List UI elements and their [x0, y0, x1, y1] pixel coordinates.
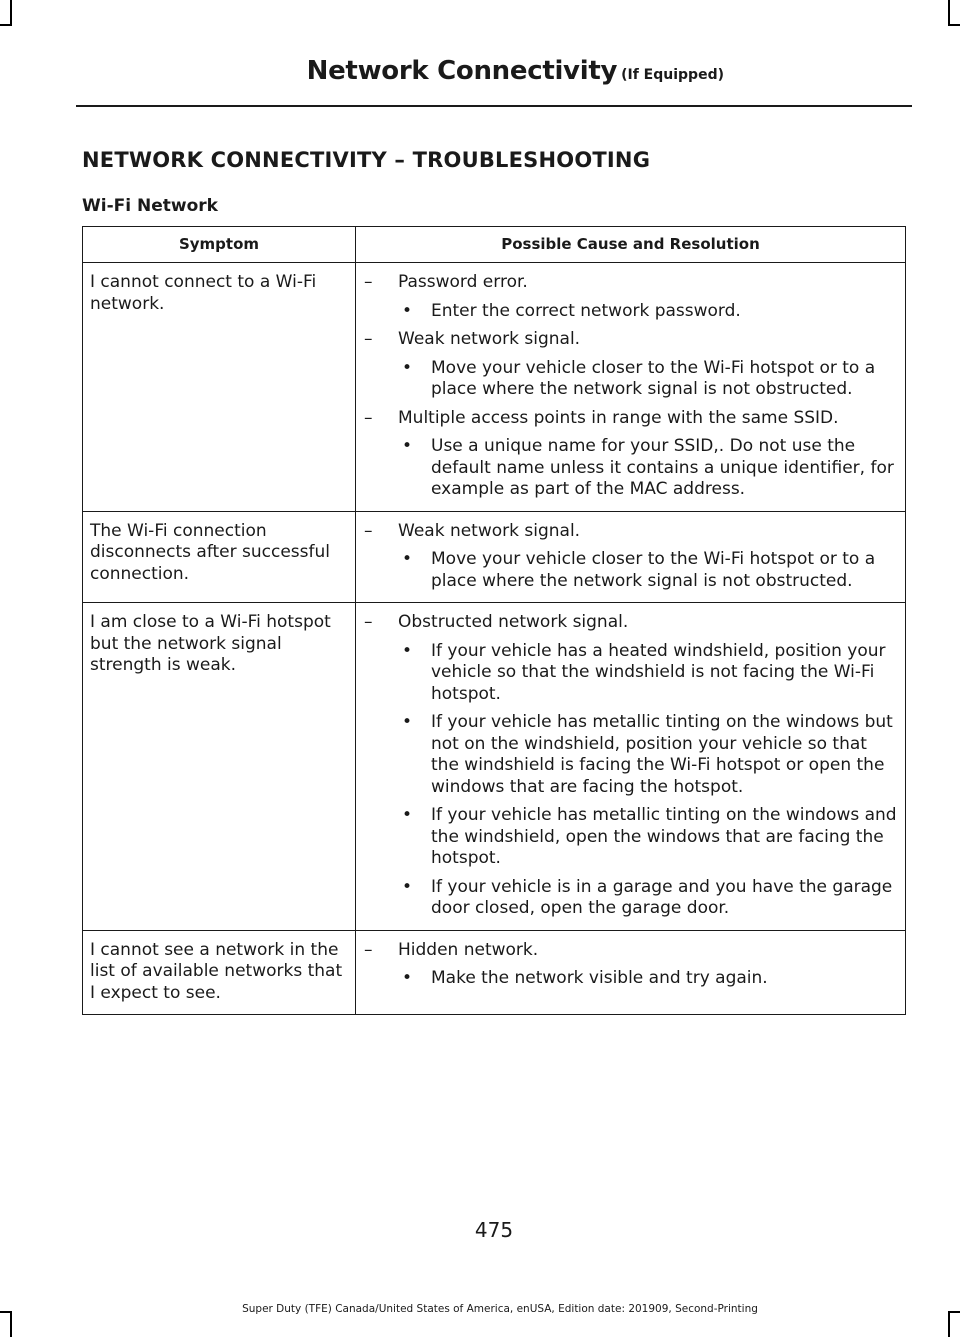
fix-text: If your vehicle has a heated windshield, position your vehicle so that the windshield is not facing the Wi-Fi hotspot. — [431, 640, 886, 704]
dash-marker: – — [364, 520, 373, 541]
bullet-marker: • — [402, 805, 413, 825]
table-row — [83, 930, 906, 1015]
header-rule — [76, 105, 912, 107]
fix-item — [364, 358, 899, 401]
dash-marker: – — [364, 329, 373, 349]
fix-item — [364, 712, 899, 798]
symptom-cell: I cannot connect to a Wi-Fi network. — [83, 263, 356, 512]
cause-item — [364, 408, 899, 430]
cause-item — [364, 940, 899, 962]
resolution-cell — [356, 263, 906, 512]
table-header-row — [83, 227, 906, 263]
section-heading: NETWORK CONNECTIVITY – TROUBLESHOOTING — [82, 148, 651, 172]
bullet-marker: • — [402, 712, 413, 732]
bullet-marker: • — [402, 640, 413, 661]
symptom-cell: I am close to a Wi-Fi hotspot but the network signal strength is weak. — [83, 603, 356, 931]
cause-text: Obstructed network signal. — [398, 612, 629, 632]
table-row — [83, 263, 906, 512]
crop-mark — [10, 0, 12, 26]
cause-text: Multiple access points in range with the same SSID. — [398, 407, 839, 428]
page-number: 475 — [474, 1218, 514, 1242]
cause-group — [364, 521, 899, 593]
fix-item — [364, 877, 899, 920]
cause-item — [364, 272, 899, 294]
cause-group — [364, 329, 899, 401]
resolution-cell — [356, 603, 906, 931]
fix-text: If your vehicle has metallic tinting on the windows and the windshield, open the windows that are facing the hotspot. — [431, 805, 897, 868]
fix-item — [364, 436, 899, 501]
table-row — [83, 511, 906, 603]
fix-text: Enter the correct network password. — [431, 300, 741, 321]
cause-text: Weak network signal. — [398, 520, 581, 541]
symptom-cell: The Wi-Fi connection disconnects after successful connection. — [83, 511, 356, 603]
crop-mark — [948, 24, 960, 26]
crop-mark — [0, 24, 12, 26]
fix-text: Move your vehicle closer to the Wi-Fi hotspot or to a place where the network signal is not obstructed. — [431, 549, 876, 591]
cause-group — [364, 612, 899, 920]
dash-marker: – — [364, 939, 373, 960]
cause-text: Hidden network. — [398, 939, 539, 960]
fix-text: Use a unique name for your SSID,. Do not use the default name unless it contains a unique identifier, for example as part of the MAC address. — [431, 436, 894, 499]
cause-text: Weak network signal. — [398, 329, 581, 349]
bullet-marker: • — [402, 357, 413, 378]
fix-text: If your vehicle is in a garage and you have the garage door closed, open the garage door. — [431, 876, 893, 918]
dash-marker: – — [364, 612, 373, 632]
bullet-marker: • — [402, 549, 413, 569]
cause-item — [364, 521, 899, 543]
column-header-symptom: Symptom — [83, 227, 356, 263]
fix-text: If your vehicle has metallic tinting on the windows but not on the windshield, position your vehicle so that the windshield is facing the Wi-Fi hotspot or open the windows that are facing the hotspot. — [431, 712, 893, 797]
footer-edition-text: Super Duty (TFE) Canada/United States of America, enUSA, Edition date: 201909, Second-Printing — [242, 1303, 758, 1315]
column-header-resolution: Possible Cause and Resolution — [356, 227, 906, 263]
cause-group — [364, 272, 899, 322]
fix-item — [364, 301, 899, 323]
cause-text: Password error. — [398, 272, 528, 292]
sub-heading: Wi-Fi Network — [82, 196, 218, 216]
cause-item — [364, 612, 899, 634]
fix-text: Move your vehicle closer to the Wi-Fi hotspot or to a place where the network signal is not obstructed. — [431, 357, 876, 399]
resolution-cell — [356, 511, 906, 603]
crop-mark — [948, 0, 950, 26]
bullet-marker: • — [402, 300, 413, 321]
fix-item — [364, 968, 899, 990]
bullet-marker: • — [402, 876, 413, 897]
fix-item — [364, 805, 899, 870]
dash-marker: – — [364, 407, 373, 428]
fix-item — [364, 549, 899, 592]
cause-item — [364, 329, 899, 351]
symptom-cell: I cannot see a network in the list of available networks that I expect to see. — [83, 930, 356, 1015]
cause-group — [364, 940, 899, 990]
bullet-marker: • — [402, 968, 413, 988]
dash-marker: – — [364, 272, 373, 292]
header-qualifier: (If Equipped) — [621, 67, 724, 83]
table-row — [83, 603, 906, 931]
cause-group — [364, 408, 899, 501]
bullet-marker: • — [402, 436, 413, 456]
resolution-cell — [356, 930, 906, 1015]
troubleshooting-table — [82, 226, 906, 1015]
fix-item — [364, 641, 899, 706]
fix-text: Make the network visible and try again. — [431, 968, 768, 988]
running-header — [307, 56, 724, 86]
header-title: Network Connectivity — [306, 56, 618, 86]
